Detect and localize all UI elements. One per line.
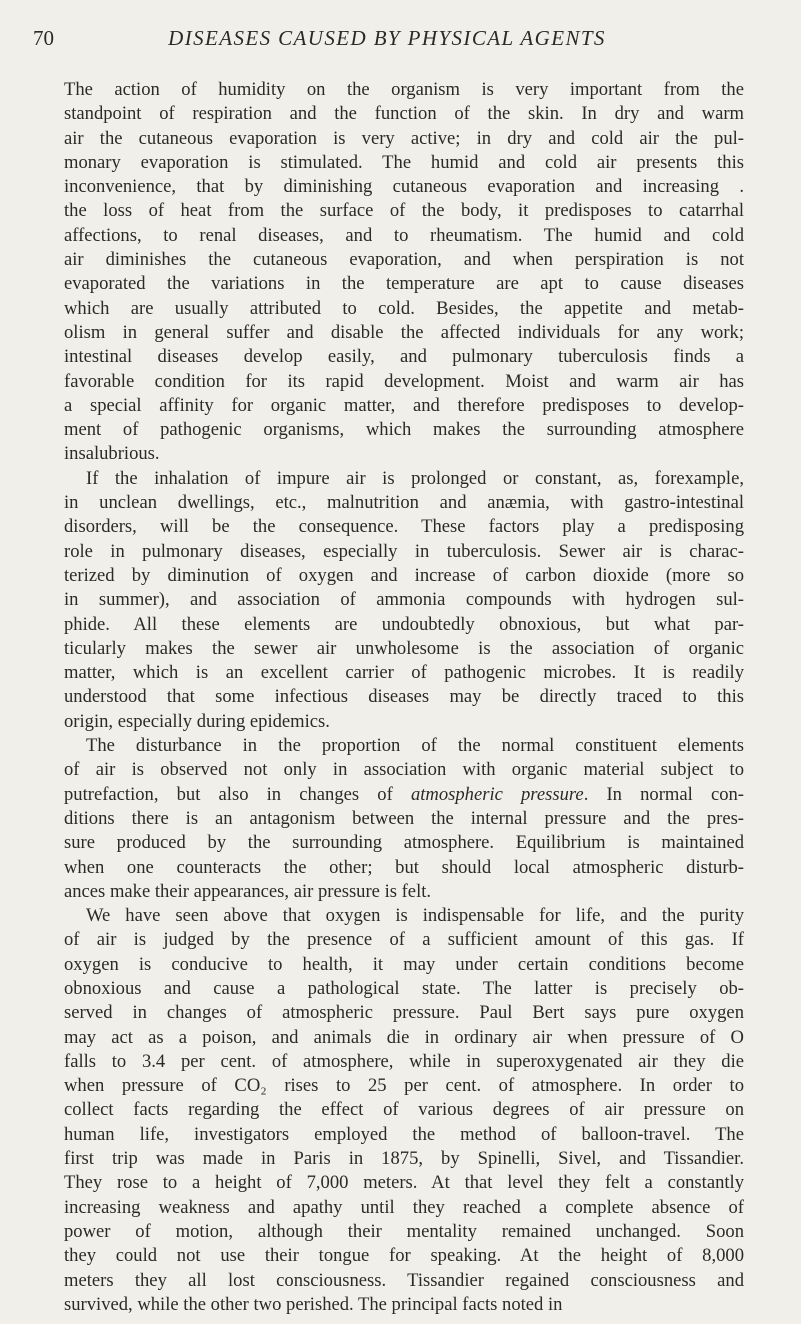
text-line: in unclean dwellings, etc., malnutrition and anæmia, with gastro-intestinal (64, 492, 744, 514)
text-line: in summer), and association of ammonia compounds with hydrogen sul- (64, 589, 744, 611)
text-line: oxygen is conducive to health, it may under certain conditions become (64, 953, 744, 975)
text-line: when pressure of CO₂ rises to 25 per cent. of atmosphere. In order to (64, 1075, 744, 1097)
text-line: they could not use their tongue for speaking. At the height of 8,000 (64, 1245, 744, 1267)
text-line: If the inhalation of impure air is prolonged or constant, as, forexample, (86, 467, 744, 489)
text-line: the loss of heat from the surface of the body, it predisposes to catarrhal (64, 200, 744, 222)
text-line: ances make their appearances, air pressure is felt. (64, 880, 432, 902)
text-line: air the cutaneous evaporation is very active; in dry and cold air the pul- (64, 127, 744, 149)
text-line: served in changes of atmospheric pressure. Paul Bert says pure oxygen (64, 1002, 744, 1024)
text-line: role in pulmonary diseases, especially in tuberculosis. Sewer air is charac- (64, 540, 744, 562)
text-line: a special affinity for organic matter, and therefore predisposes to develop- (64, 394, 744, 416)
text-line: intestinal diseases develop easily, and pulmonary tuberculosis finds a (64, 346, 744, 368)
text-line: matter, which is an excellent carrier of pathogenic microbes. It is readily (64, 662, 744, 684)
text-line: inconvenience, that by diminishing cutaneous evaporation and increasing . (64, 176, 744, 198)
text-line: meters they all lost consciousness. Tissandier regained consciousness and (64, 1269, 744, 1291)
text-line: ditions there is an antagonism between the internal pressure and the pres- (64, 807, 744, 829)
text-line: We have seen above that oxygen is indispensable for life, and the purity (86, 905, 744, 927)
text-line: olism in general suffer and disable the affected individuals for any work; (64, 321, 744, 343)
text-line: They rose to a height of 7,000 meters. At that level they felt a constantly (64, 1172, 744, 1194)
text-line: favorable condition for its rapid development. Moist and warm air has (64, 370, 744, 392)
text-line: human life, investigators employed the method of balloon-travel. The (64, 1123, 744, 1145)
text-line: The disturbance in the proportion of the normal constituent elements (86, 735, 744, 757)
text-line: power of motion, although their mentality remained unchanged. Soon (64, 1220, 744, 1242)
text-line: affections, to renal diseases, and to rheumatism. The humid and cold (64, 224, 744, 246)
text-line: origin, especially during epidemics. (64, 710, 330, 732)
text-line: collect facts regarding the effect of various degrees of air pressure on (64, 1099, 744, 1121)
text-line: terized by diminution of oxygen and increase of carbon dioxide (more so (64, 564, 744, 586)
page-header (33, 26, 741, 56)
text-line: putrefaction, but also in changes of atmospheric pressure. In normal con- (64, 783, 744, 805)
text-line: ment of pathogenic organisms, which makes the surrounding atmosphere (64, 419, 744, 441)
text-line: phide. All these elements are undoubtedly obnoxious, but what par- (64, 613, 744, 635)
text-line: when one counteracts the other; but should local atmospheric disturb- (64, 856, 744, 878)
text-line: first trip was made in Paris in 1875, by Spinelli, Sivel, and Tissandier. (64, 1148, 744, 1170)
text-line: of air is observed not only in association with organic material subject to (64, 759, 744, 781)
paragraph (64, 78, 744, 467)
running-title: DISEASES CAUSED BY PHYSICAL AGENTS (168, 26, 606, 50)
text-line: may act as a poison, and animals die in ordinary air when pressure of O (64, 1026, 744, 1048)
text-line: air diminishes the cutaneous evaporation, and when perspiration is not (64, 249, 744, 271)
text-line: insalubrious. (64, 443, 160, 465)
paragraph (64, 467, 744, 734)
text-line: sure produced by the surrounding atmosphere. Equilibrium is maintained (64, 832, 744, 854)
paragraph (64, 734, 744, 904)
text-line: of air is judged by the presence of a sufficient amount of this gas. If (64, 929, 744, 951)
text-line: evaporated the variations in the temperature are apt to cause diseases (64, 273, 744, 295)
text-line: The action of humidity on the organism is very important from the (64, 79, 744, 100)
text-line: increasing weakness and apathy until they reached a complete absence of (64, 1196, 744, 1218)
text-line: ticularly makes the sewer air unwholesome is the association of organic (64, 637, 744, 659)
text-line: monary evaporation is stimulated. The humid and cold air presents this (64, 151, 744, 173)
body-text (64, 78, 744, 1317)
text-line: obnoxious and cause a pathological state. The latter is precisely ob- (64, 977, 744, 999)
text-line: which are usually attributed to cold. Besides, the appetite and metab- (64, 297, 744, 319)
paragraph (64, 904, 744, 1317)
text-line: disorders, will be the consequence. These factors play a predisposing (64, 516, 744, 538)
text-line: falls to 3.4 per cent. of atmosphere, while in superoxygenated air they die (64, 1050, 744, 1072)
text-line: survived, while the other two perished. The principal facts noted in (64, 1293, 563, 1315)
text-line: understood that some infectious diseases may be directly traced to this (64, 686, 744, 708)
page-number: 70 (33, 26, 54, 50)
text-line: standpoint of respiration and the function of the skin. In dry and warm (64, 103, 744, 125)
